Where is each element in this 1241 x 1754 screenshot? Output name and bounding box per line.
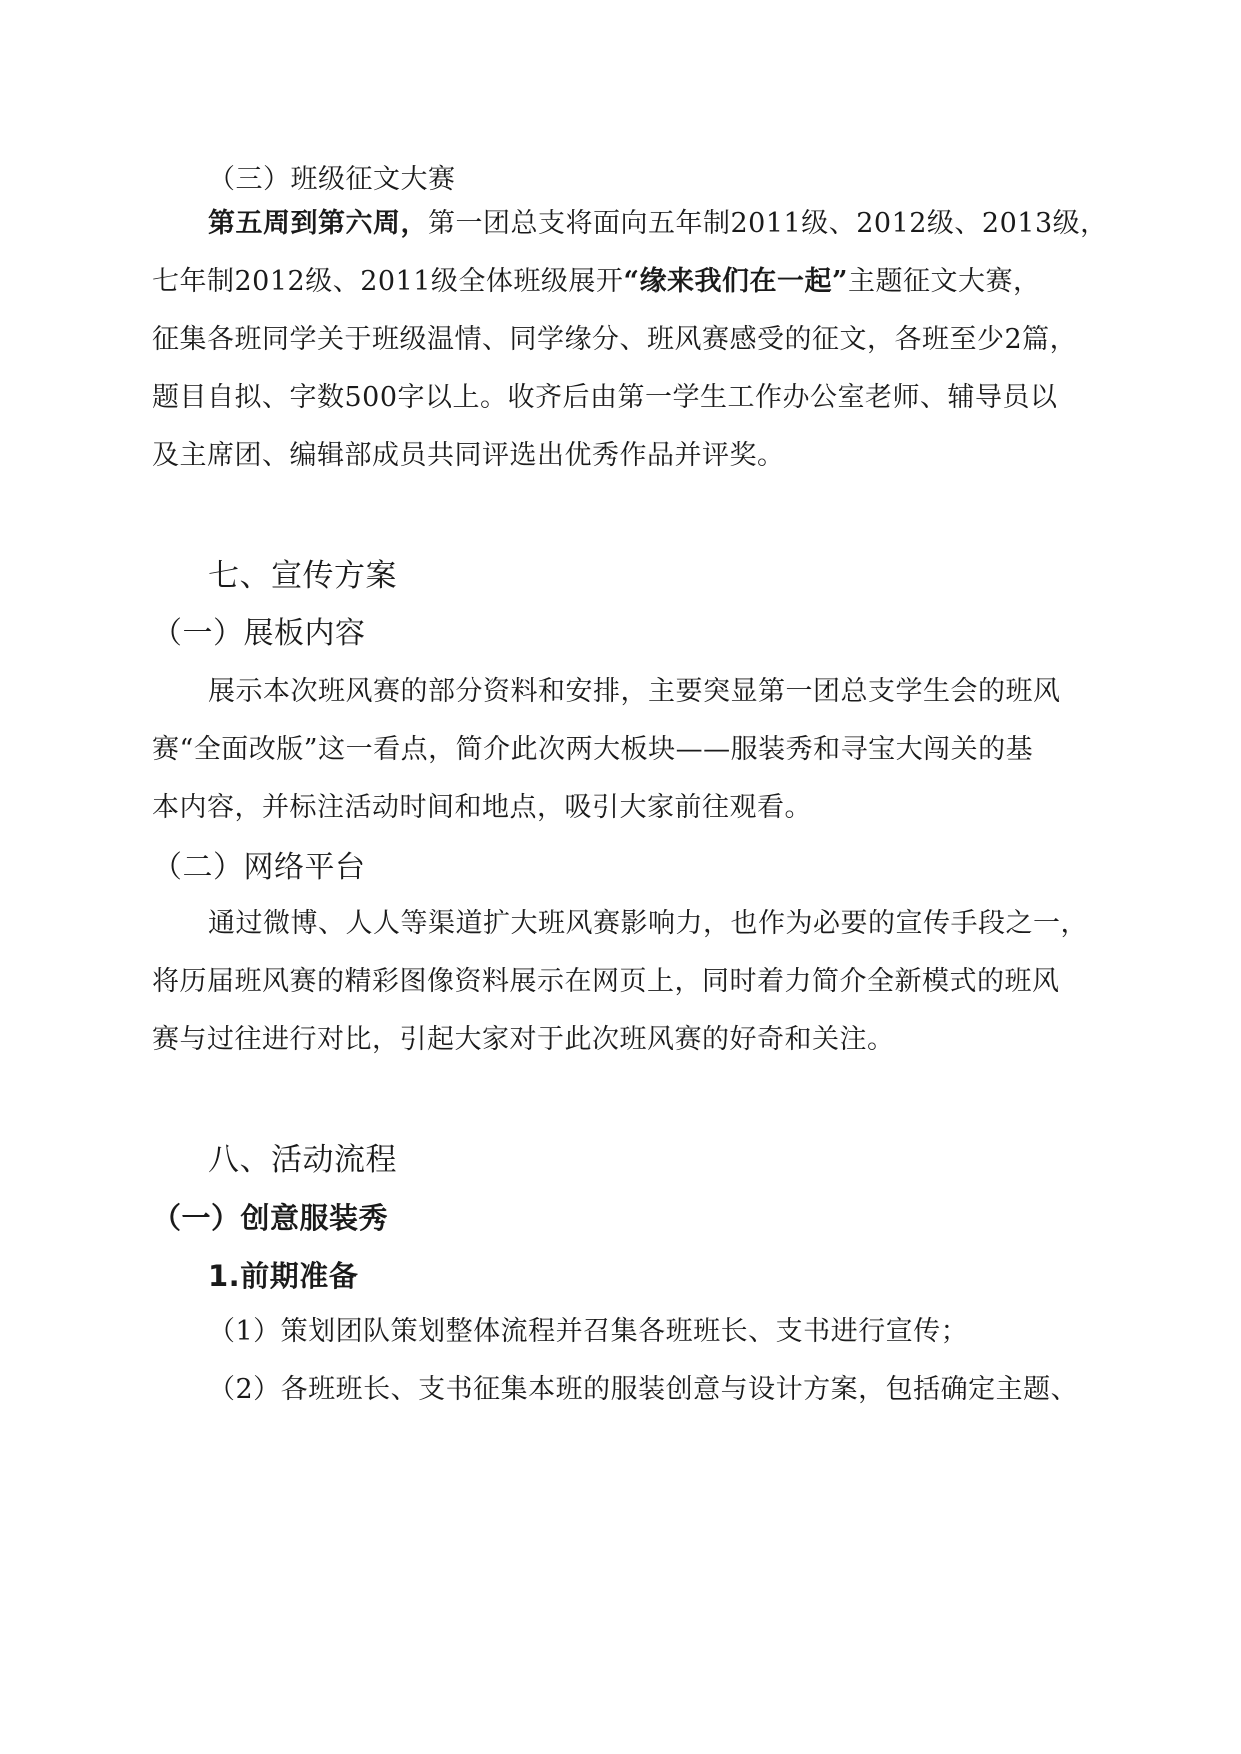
bold-theme-text: “缘来我们在一起”: [623, 266, 848, 297]
paragraph-line: 将历届班风赛的精彩图像资料展示在网页上，同时着力简介全新模式的班风: [152, 966, 1060, 997]
paragraph-line: 通过微博、人人等渠道扩大班风赛影响力，也作为必要的宣传手段之一，: [208, 908, 1088, 939]
paragraph-line: 及主席团、编辑部成员共同评选出优秀作品并评奖。: [152, 440, 785, 471]
paragraph-text: 第一团总支将面向五年制2011级、2012级、2013级，: [428, 208, 1108, 239]
list-item: （2）各班班长、支书征集本班的服装创意与设计方案，包括确定主题、: [208, 1374, 1079, 1405]
subheading-preparation: 1.前期准备: [208, 1259, 359, 1293]
section-heading-essay-contest: （三）班级征文大赛: [208, 164, 456, 195]
paragraph-line: 展示本次班风赛的部分资料和安排，主要突显第一团总支学生会的班风: [208, 676, 1061, 707]
paragraph-line: [152, 262, 1132, 302]
paragraph-line: [208, 204, 1188, 244]
bold-lead-text: 第五周到第六周，: [208, 208, 428, 239]
list-item: （1）策划团队策划整体流程并召集各班班长、支书进行宣传；: [208, 1316, 969, 1347]
paragraph-line: 题目自拟、字数500字以上。收齐后由第一学生工作办公室老师、辅导员以: [152, 382, 1058, 413]
paragraph-text: 七年制2012级、2011级全体班级展开: [152, 266, 624, 297]
subheading-fashion-show: （一）创意服装秀: [152, 1201, 389, 1235]
paragraph-line: 赛与过往进行对比，引起大家对于此次班风赛的好奇和关注。: [152, 1024, 895, 1055]
paragraph-line: 征集各班同学关于班级温情、同学缘分、班风赛感受的征文，各班至少2篇，: [152, 324, 1078, 355]
paragraph-line: 本内容，并标注活动时间和地点，吸引大家前往观看。: [152, 792, 812, 823]
paragraph-line: 赛“全面改版”这一看点，简介此次两大板块——服装秀和寻宝大闯关的基: [152, 734, 1034, 765]
subheading-display-board: （一）展板内容: [152, 616, 366, 651]
heading-activity-process: 八、活动流程: [208, 1142, 397, 1178]
heading-publicity-plan: 七、宣传方案: [208, 558, 397, 594]
subheading-online-platform: （二）网络平台: [152, 850, 366, 885]
paragraph-text: 主题征文大赛，: [848, 266, 1041, 297]
